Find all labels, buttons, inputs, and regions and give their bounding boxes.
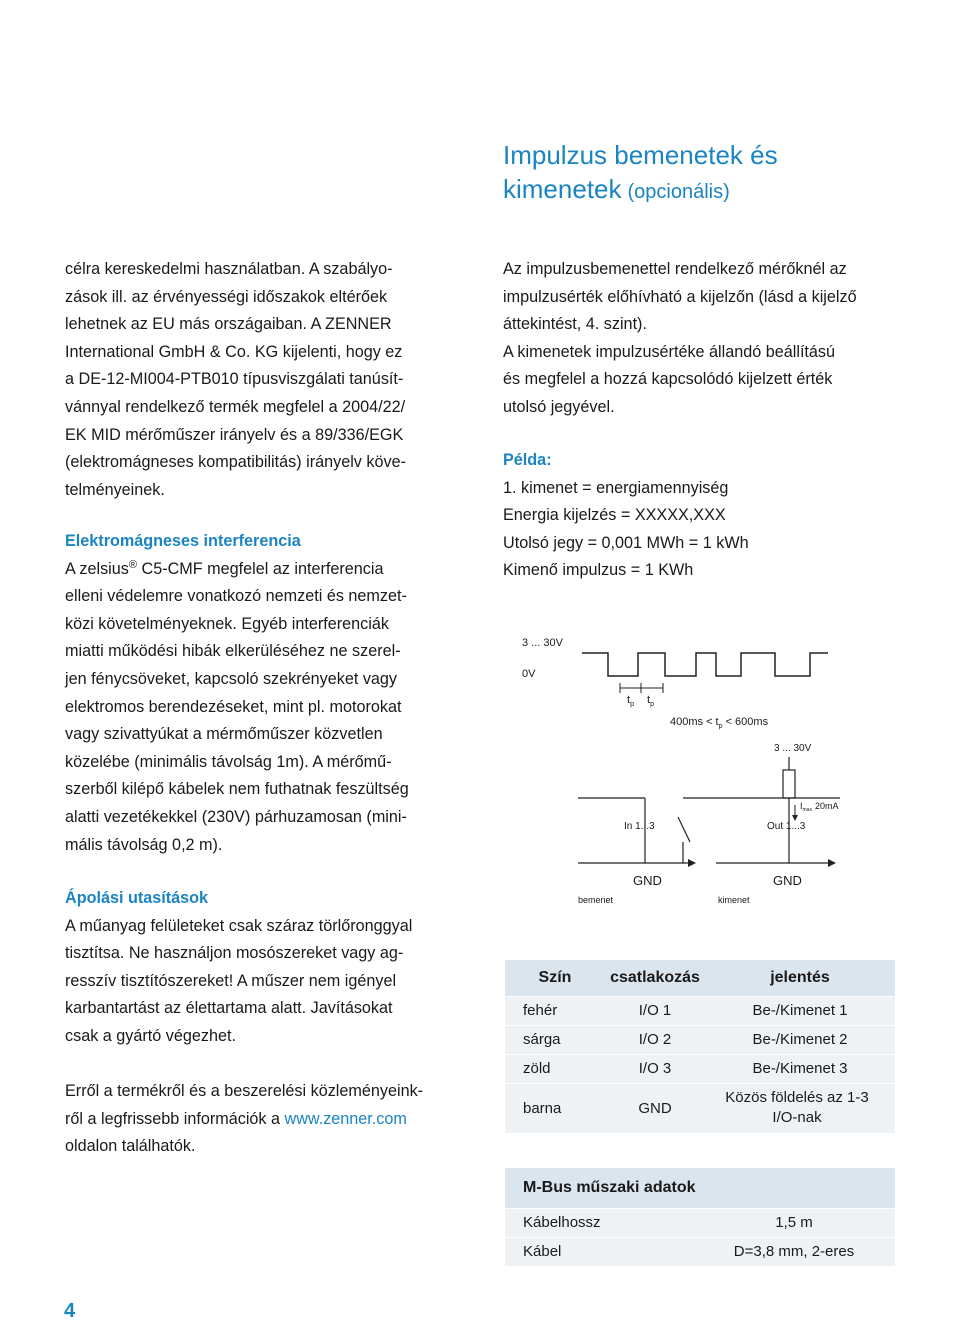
table-cell: zöld <box>505 1054 605 1083</box>
text-line: utolsó jegyével. <box>503 397 615 416</box>
text-span: C5-CMF megfelel az interferencia <box>137 559 384 578</box>
page-title-line2 <box>503 172 778 209</box>
text-line: a DE-12-MI004-PTB010 típusviszgálati tanúsít- <box>65 370 404 389</box>
text-line: A kimenetek impulzusértéke állandó beállítású <box>503 342 836 361</box>
table-cell: I/O 3 <box>605 1054 705 1083</box>
text-line: Energia kijelzés = XXXXX,XXX <box>503 506 726 525</box>
table-cell: 1,5 m <box>693 1208 895 1237</box>
example-heading: Példa: <box>503 451 552 469</box>
table-header-row <box>505 960 895 996</box>
text-line: telményeinek. <box>65 480 165 499</box>
example-section <box>503 447 896 585</box>
imax-label: $I_{max}$ 20mA <box>800 801 839 813</box>
text-line: vagy szivattyúkat a mérmőműszer közvetlen <box>65 725 383 744</box>
table-header-row <box>505 1168 895 1208</box>
mbus-table-title: M-Bus műszaki adatok <box>505 1168 895 1208</box>
text-line: és megfelel a hozzá kapcsolódó kijelzett érték <box>503 370 833 389</box>
table-cell: Be-/Kimenet 1 <box>705 996 895 1025</box>
column-header: Szín <box>505 960 605 996</box>
text-line: Kimenő impulzus = 1 KWh <box>503 561 694 580</box>
text-line: csak a gyártó végezhet. <box>65 1026 236 1045</box>
text-line: tisztítsa. Ne használjon mosószereket vagy ag- <box>65 944 404 963</box>
table-cell: sárga <box>505 1025 605 1054</box>
gnd-label: GND <box>633 873 662 888</box>
table-row <box>505 996 895 1025</box>
text-line: alatti vezetékekkel (230V) párhuzamosan (mini- <box>65 807 407 826</box>
text-line: Utolsó jegy = 0,001 MWh = 1 kWh <box>503 533 749 552</box>
text-line: Az impulzusbemenettel rendelkező mérőknél az <box>503 260 847 278</box>
page-title-sub: (opcionális) <box>627 181 730 203</box>
gnd-arrowhead <box>828 859 836 867</box>
table-cell: I/O 2 <box>605 1025 705 1054</box>
text-line: mális távolság 0,2 m). <box>65 835 223 854</box>
page-title <box>503 138 778 209</box>
emi-heading: Elektromágneses interferencia <box>65 532 301 550</box>
table-row <box>505 1054 895 1083</box>
impulse-section <box>503 256 896 422</box>
text-line: karbantartást az élettartama alatt. Javításokat <box>65 999 393 1018</box>
pulse-waveform <box>582 653 828 676</box>
output-caption: kimenet <box>718 895 750 905</box>
emi-section <box>65 528 458 859</box>
table-cell: GND <box>605 1083 705 1133</box>
table-row <box>505 1083 895 1133</box>
text-line: A műanyag felületeket csak száraz törlőronggyal <box>65 916 413 935</box>
impulse-diagram <box>500 620 840 910</box>
switch <box>678 817 690 842</box>
column-header: jelentés <box>705 960 895 996</box>
mbus-table <box>505 1168 895 1266</box>
intro-section <box>65 256 458 504</box>
text-line: vánnyal rendelkező termék megfelel a 2004/22/ <box>65 397 406 416</box>
text-line: elektromos berendezéseket, mint pl. motorokat <box>65 697 402 716</box>
table-cell: Kábel <box>505 1237 693 1266</box>
gnd-label: GND <box>773 873 802 888</box>
text-line: International GmbH & Co. KG kijelenti, hogy ez <box>65 342 403 361</box>
page-title-line1: Impulzus bemenetek és <box>503 140 778 170</box>
table-cell: Be-/Kimenet 2 <box>705 1025 895 1054</box>
text-line <box>65 1106 458 1134</box>
care-section <box>65 885 458 1051</box>
tp-label: $t_p$ <box>627 694 634 708</box>
page-title-main: kimenetek <box>503 174 622 204</box>
table-cell: I/O 1 <box>605 996 705 1025</box>
text-line: közi követelményeknek. Egyéb interferenciák <box>65 614 389 633</box>
text-line: elleni védelemre vonatkozó nemzeti és nemzet- <box>65 587 407 606</box>
high-voltage-label: 3 ... 30V <box>522 637 563 649</box>
text-line: 1. kimenet = energiamennyiség <box>503 478 729 497</box>
text-line: áttekintést, 4. szint). <box>503 315 647 334</box>
care-heading: Ápolási utasítások <box>65 889 209 907</box>
low-voltage-label: 0V <box>522 668 536 680</box>
registered-mark: ® <box>128 558 137 571</box>
input-label: In 1...3 <box>624 821 655 832</box>
color-table <box>505 960 895 1133</box>
text-line: lehetnek az EU más országaiban. A ZENNER <box>65 315 392 334</box>
resistor <box>783 770 795 798</box>
table-row <box>505 1208 895 1237</box>
text-span: A zelsius <box>65 559 129 578</box>
text-line: közelébe (minimális távolság 1m). A mérőmű- <box>65 752 392 771</box>
page-number: 4 <box>64 1300 76 1322</box>
table-row <box>505 1237 895 1266</box>
output-label: Out 1...3 <box>767 821 806 832</box>
column-header: csatlakozás <box>605 960 705 996</box>
text-line: (elektromágneses kompatibilitás) irányelv köve- <box>65 453 406 472</box>
text-line: miatti működési hibák elkerüléséhez ne szerel- <box>65 642 401 661</box>
input-caption: bemenet <box>578 895 614 905</box>
text-line <box>65 556 458 584</box>
table-row <box>505 1025 895 1054</box>
text-line: impulzusérték előhívható a kijelzőn (lásd a kijelző <box>503 287 857 306</box>
table-cell: barna <box>505 1083 605 1133</box>
text-line: EK MID mérőműszer irányelv és a 89/336/EGK <box>65 425 404 444</box>
info-section <box>65 1078 458 1161</box>
tp-label: $t_p$ <box>647 694 654 708</box>
text-span: ről a legfrissebb információk a <box>65 1109 285 1128</box>
text-line: szerből kilépő kábelek nem futhatnak feszültség <box>65 780 409 799</box>
table-cell: Kábelhossz <box>505 1208 693 1237</box>
text-line: oldalon találhatók. <box>65 1137 196 1156</box>
text-line: resszív tisztítószereket! A műszer nem igényel <box>65 971 397 990</box>
table-cell: Közös földelés az 1-3 I/O-nak <box>705 1083 895 1133</box>
gnd-arrowhead <box>688 859 696 867</box>
output-voltage-label: 3 ... 30V <box>774 743 812 754</box>
zenner-link[interactable]: www.zenner.com <box>284 1109 407 1128</box>
table-cell: D=3,8 mm, 2-eres <box>693 1237 895 1266</box>
text-line: célra kereskedelmi használatban. A szabályo- <box>65 260 393 278</box>
text-line: jen fénycsöveket, kapcsoló szekrényeket vagy <box>65 669 398 688</box>
timing-label: $400ms < t_p < 600ms$ <box>670 716 769 730</box>
text-line: Erről a termékről és a beszerelési közleményeink- <box>65 1082 424 1100</box>
text-line: zások ill. az érvényességi időszakok eltérőek <box>65 287 388 306</box>
table-cell: Be-/Kimenet 3 <box>705 1054 895 1083</box>
table-cell: fehér <box>505 996 605 1025</box>
